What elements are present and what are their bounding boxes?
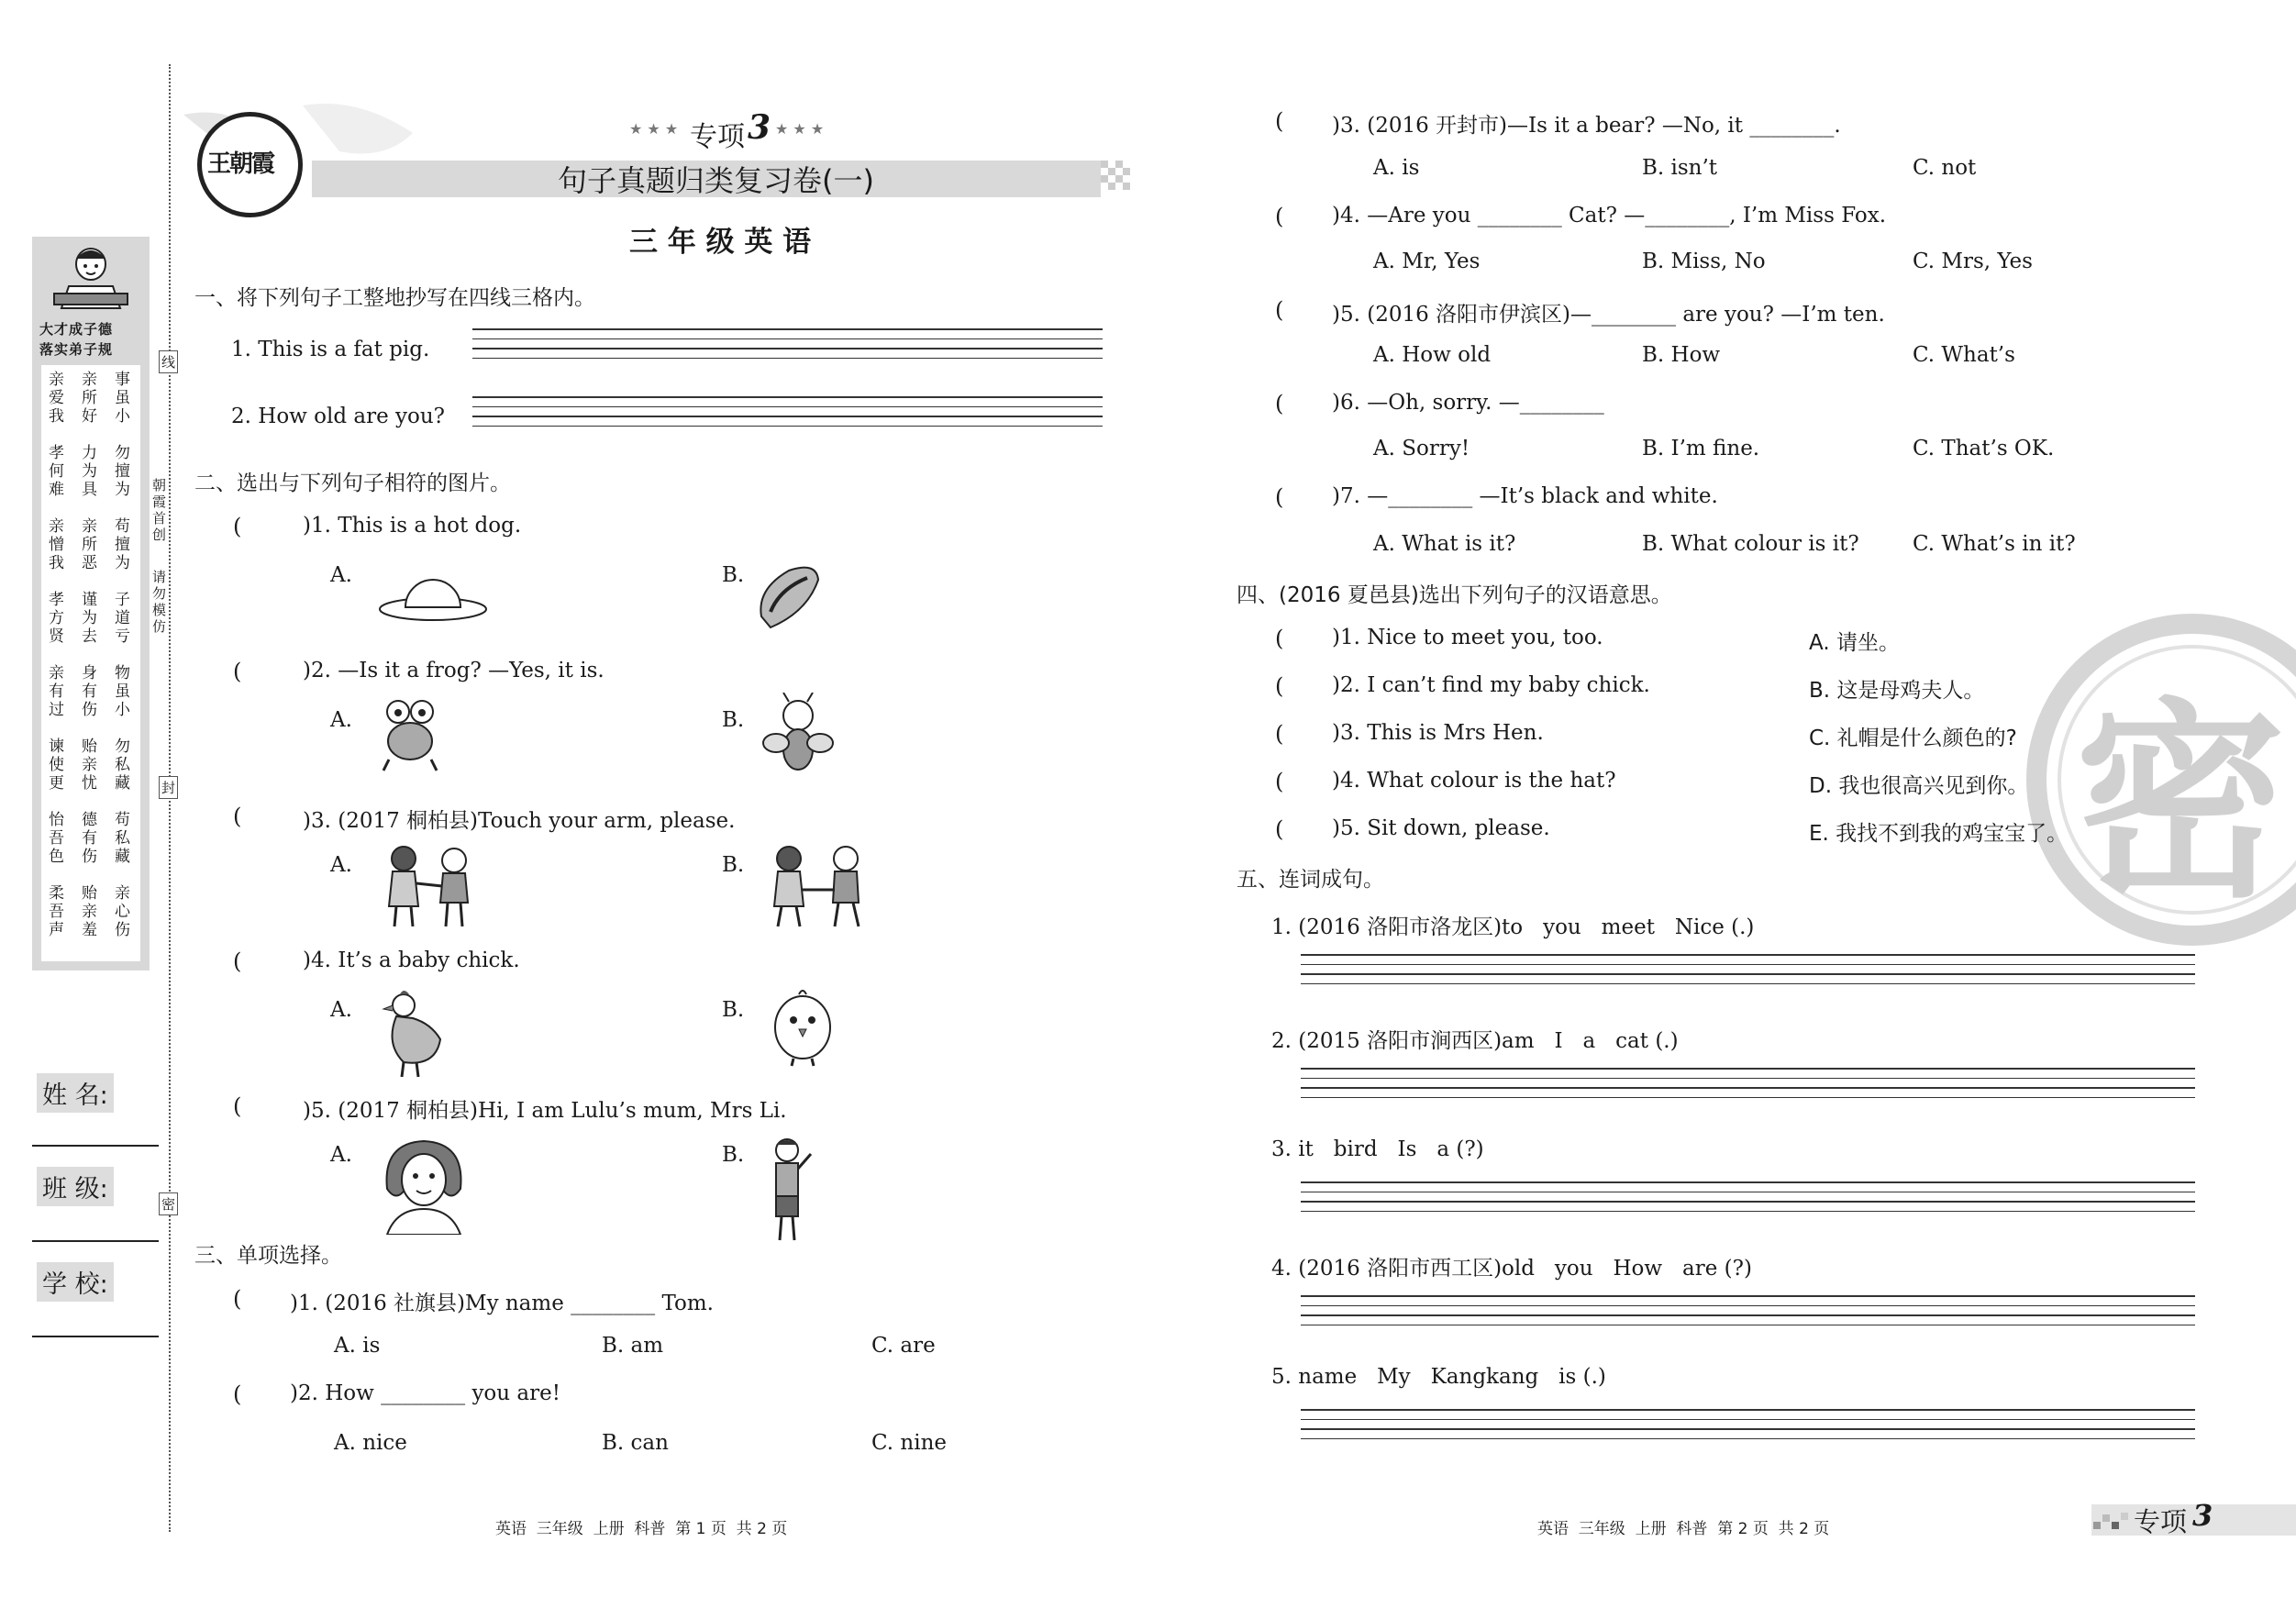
translate-question-4: )4. What colour is the hat? bbox=[1332, 769, 1616, 793]
class-field[interactable] bbox=[32, 1240, 159, 1242]
answer-paren[interactable]: ( bbox=[233, 1093, 242, 1119]
option-b-label: B. bbox=[722, 853, 745, 877]
choice-5-option-a[interactable]: A. How old bbox=[1373, 343, 1492, 367]
poem-column: 力为具 bbox=[82, 444, 97, 499]
vertical-note-1: 朝霞首创 bbox=[152, 477, 167, 543]
option-a-label: A. bbox=[330, 1143, 352, 1167]
poem-column: 贻亲羞 bbox=[82, 884, 97, 939]
kids-touch-arm-icon[interactable] bbox=[376, 842, 482, 929]
topic-label: 专项 bbox=[690, 121, 745, 153]
boy-reading-icon bbox=[49, 242, 133, 316]
poem-column: 贻亲忧 bbox=[82, 738, 97, 793]
choice-2-option-b[interactable]: B. can bbox=[602, 1431, 669, 1455]
translate-question-5: )5. Sit down, please. bbox=[1332, 816, 1550, 840]
choice-7-option-c[interactable]: C. What’s in it? bbox=[1913, 532, 2076, 556]
picture-question-3: )3. (2017 桐柏县)Touch your arm, please. bbox=[303, 809, 736, 833]
choice-5-option-c[interactable]: C. What’s bbox=[1913, 343, 2015, 367]
school-field[interactable] bbox=[32, 1336, 159, 1337]
footer-right: 英语 三年级 上册 科普 第 2 页 共 2 页 bbox=[1537, 1520, 1830, 1538]
hen-icon[interactable] bbox=[376, 989, 445, 1081]
bee-icon[interactable] bbox=[761, 693, 835, 780]
writing-lines-4[interactable] bbox=[1301, 1068, 2195, 1106]
poem-column: 勿私藏 bbox=[115, 738, 130, 793]
picture-question-1: )1. This is a hot dog. bbox=[303, 514, 522, 538]
option-b-label: B. bbox=[722, 998, 745, 1022]
choice-question-6: )6. —Oh, sorry. —________ bbox=[1332, 391, 1604, 415]
option-b-label: B. bbox=[722, 708, 745, 732]
word-order-item-3: 3. it bird Is a (?) bbox=[1271, 1137, 1484, 1161]
topic-number: 3 bbox=[748, 108, 771, 147]
poem-column: 身有伤 bbox=[82, 664, 97, 719]
writing-lines-6[interactable] bbox=[1301, 1295, 2195, 1334]
answer-paren[interactable]: ( bbox=[233, 659, 242, 684]
cut-mark-3: 密 bbox=[159, 1192, 178, 1215]
option-a-label: A. bbox=[330, 708, 352, 732]
poem-column: 亲有过 bbox=[49, 664, 64, 719]
kids-holding-hands-icon[interactable] bbox=[761, 842, 876, 929]
choice-question-5: )5. (2016 洛阳市伊滨区)—________ are you? —I’m ten. bbox=[1332, 303, 1885, 327]
name-field[interactable] bbox=[32, 1145, 159, 1147]
choice-question-7: )7. —________ —It’s black and white. bbox=[1332, 484, 1718, 508]
boy-waving-icon[interactable] bbox=[761, 1136, 816, 1246]
choice-2-option-c[interactable]: C. nine bbox=[871, 1431, 947, 1455]
option-b-label: B. bbox=[722, 1143, 745, 1167]
plate-icon[interactable] bbox=[376, 561, 491, 626]
translate-question-1: )1. Nice to meet you, too. bbox=[1332, 626, 1603, 649]
footer-left: 英语 三年级 上册 科普 第 1 页 共 2 页 bbox=[495, 1520, 788, 1538]
vertical-note-2: 请勿模仿 bbox=[152, 569, 167, 635]
poem-column: 亲所好 bbox=[82, 371, 97, 426]
copy-sentence-1: 1. This is a fat pig. bbox=[231, 338, 430, 361]
cut-mark-1: 线 bbox=[159, 350, 178, 373]
translate-question-2: )2. I can’t find my baby chick. bbox=[1332, 673, 1650, 697]
hot-dog-icon[interactable] bbox=[752, 561, 826, 635]
topic-stars-right: ★ ★ ★ bbox=[775, 120, 825, 138]
poem-column: 子道亏 bbox=[115, 591, 130, 646]
translate-option-d: D. 我也很高兴见到你。 bbox=[1809, 774, 2029, 798]
translate-option-e: E. 我找不到我的鸡宝宝了。 bbox=[1809, 822, 2069, 846]
poem-column: 德有伤 bbox=[82, 811, 97, 866]
choice-7-option-a[interactable]: A. What is it? bbox=[1373, 532, 1516, 556]
poem-column: 亲所恶 bbox=[82, 517, 97, 572]
choice-6-option-c[interactable]: C. That’s OK. bbox=[1913, 437, 2055, 460]
writing-lines-3[interactable] bbox=[1301, 954, 2195, 993]
translate-option-b: B. 这是母鸡夫人。 bbox=[1809, 679, 1985, 703]
translate-option-a: A. 请坐。 bbox=[1809, 631, 1900, 655]
poem-column: 谏使更 bbox=[49, 738, 64, 793]
footer-tag-number: 3 bbox=[2192, 1498, 2213, 1533]
poem-column: 亲心伤 bbox=[115, 884, 130, 939]
choice-7-option-b[interactable]: B. What colour is it? bbox=[1642, 532, 1859, 556]
poem-column: 事虽小 bbox=[115, 371, 130, 426]
choice-4-option-a[interactable]: A. Mr, Yes bbox=[1373, 250, 1481, 273]
poem-column: 勿擅为 bbox=[115, 444, 130, 499]
copy-sentence-2: 2. How old are you? bbox=[231, 405, 446, 428]
poem-column: 物虽小 bbox=[115, 664, 130, 719]
choice-3-option-a[interactable]: A. is bbox=[1373, 156, 1420, 180]
translate-question-3: )3. This is Mrs Hen. bbox=[1332, 721, 1544, 745]
chick-icon[interactable] bbox=[766, 985, 839, 1068]
answer-paren[interactable]: ( bbox=[1275, 204, 1284, 229]
woman-portrait-icon[interactable] bbox=[378, 1134, 470, 1235]
choice-question-1: )1. (2016 社旗县)My name ________ Tom. bbox=[290, 1292, 714, 1315]
answer-paren[interactable]: ( bbox=[1275, 297, 1284, 323]
answer-paren[interactable]: ( bbox=[233, 514, 242, 539]
stamp-character: 密 bbox=[2075, 682, 2287, 926]
answer-paren[interactable]: ( bbox=[1275, 769, 1284, 794]
poem-column: 柔吾声 bbox=[49, 884, 64, 939]
choice-2-option-a[interactable]: A. nice bbox=[334, 1431, 407, 1455]
choice-3-option-b[interactable]: B. isn’t bbox=[1642, 156, 1718, 180]
poem-panel bbox=[41, 365, 140, 961]
poem-column: 亲爱我 bbox=[49, 371, 64, 426]
class-label: 班 级: bbox=[37, 1167, 114, 1206]
writing-lines-7[interactable] bbox=[1301, 1409, 2195, 1447]
picture-question-4: )4. It’s a baby chick. bbox=[303, 948, 520, 972]
answer-paren[interactable]: ( bbox=[233, 948, 242, 974]
answer-paren[interactable]: ( bbox=[1275, 391, 1284, 416]
picture-question-5: )5. (2017 桐柏县)Hi, I am Lulu’s mum, Mrs Li. bbox=[303, 1099, 787, 1123]
choice-question-2: )2. How ________ you are! bbox=[290, 1381, 560, 1405]
section1-heading: 一、将下列句子工整地抄写在四线三格内。 bbox=[194, 286, 595, 310]
section2-heading: 二、选出与下列句子相符的图片。 bbox=[194, 471, 511, 495]
choice-1-option-c[interactable]: C. are bbox=[871, 1334, 936, 1358]
answer-paren[interactable]: ( bbox=[233, 1381, 242, 1407]
answer-paren[interactable]: ( bbox=[1275, 721, 1284, 747]
choice-question-4: )4. —Are you ________ Cat? —________, I’m Miss Fox. bbox=[1332, 204, 1887, 227]
option-a-label: A. bbox=[330, 853, 352, 877]
option-a-label: A. bbox=[330, 998, 352, 1022]
word-order-item-2: 2. (2015 洛阳市涧西区)am I a cat (.) bbox=[1271, 1029, 1679, 1053]
poem-column: 苟私藏 bbox=[115, 811, 130, 866]
page-subtitle: 三 年 级 英 语 bbox=[629, 226, 812, 259]
footer-tag-dots bbox=[2093, 1509, 2130, 1533]
answer-paren[interactable]: ( bbox=[233, 1286, 242, 1312]
picture-question-2: )2. —Is it a frog? —Yes, it is. bbox=[303, 659, 605, 682]
motto-line1: 大才成子德 bbox=[39, 321, 114, 338]
writing-lines-1[interactable] bbox=[472, 328, 1103, 367]
school-label: 学 校: bbox=[37, 1262, 114, 1302]
section4-heading: 四、(2016 夏邑县)选出下列句子的汉语意思。 bbox=[1237, 583, 1672, 607]
answer-paren[interactable]: ( bbox=[1275, 484, 1284, 510]
poem-column: 怡吾色 bbox=[49, 811, 64, 866]
choice-1-option-a[interactable]: A. is bbox=[334, 1334, 381, 1358]
cut-mark-2: 封 bbox=[159, 776, 178, 799]
writing-lines-5[interactable] bbox=[1301, 1181, 2195, 1220]
choice-6-option-a[interactable]: A. Sorry! bbox=[1373, 437, 1470, 460]
answer-paren[interactable]: ( bbox=[1275, 816, 1284, 842]
poem-column: 苟擅为 bbox=[115, 517, 130, 572]
page-title: 句子真题归类复习卷(一) bbox=[558, 163, 874, 198]
topic-stars-left: ★ ★ ★ bbox=[629, 120, 679, 138]
poem-column: 孝何难 bbox=[49, 444, 64, 499]
answer-paren[interactable]: ( bbox=[1275, 673, 1284, 699]
option-b-label: B. bbox=[722, 563, 745, 587]
frog-icon[interactable] bbox=[378, 695, 442, 773]
choice-5-option-b[interactable]: B. How bbox=[1642, 343, 1721, 367]
translate-option-c: C. 礼帽是什么颜色的? bbox=[1809, 726, 2017, 750]
section5-heading: 五、连词成句。 bbox=[1237, 868, 1384, 892]
name-label: 姓 名: bbox=[37, 1073, 114, 1113]
answer-paren[interactable]: ( bbox=[1275, 626, 1284, 651]
answer-paren[interactable]: ( bbox=[1275, 108, 1284, 134]
choice-4-option-b[interactable]: B. Miss, No bbox=[1642, 250, 1766, 273]
choice-4-option-c[interactable]: C. Mrs, Yes bbox=[1913, 250, 2033, 273]
option-a-label: A. bbox=[330, 563, 352, 587]
choice-question-3: )3. (2016 开封市)—Is it a bear? —No, it ________. bbox=[1332, 114, 1841, 138]
choice-6-option-b[interactable]: B. I’m fine. bbox=[1642, 437, 1760, 460]
choice-1-option-b[interactable]: B. am bbox=[602, 1334, 664, 1358]
writing-lines-2[interactable] bbox=[472, 396, 1103, 435]
sidebar-motto-box bbox=[32, 237, 150, 970]
word-order-item-4: 4. (2016 洛阳市西工区)old you How are (?) bbox=[1271, 1257, 1752, 1281]
logo-text: 王朝霞 bbox=[207, 150, 274, 178]
footer-tag: 专项 bbox=[2134, 1506, 2188, 1537]
poem-column: 亲憎我 bbox=[49, 517, 64, 572]
poem-column: 谨为去 bbox=[82, 591, 97, 646]
word-order-item-1: 1. (2016 洛阳市洛龙区)to you meet Nice (.) bbox=[1271, 915, 1755, 939]
answer-paren[interactable]: ( bbox=[233, 804, 242, 829]
poem-column: 孝方贤 bbox=[49, 591, 64, 646]
word-order-item-5: 5. name My Kangkang is (.) bbox=[1271, 1365, 1606, 1389]
choice-3-option-c[interactable]: C. not bbox=[1913, 156, 1977, 180]
motto-line2: 落实弟子规 bbox=[39, 341, 114, 358]
section3-heading: 三、单项选择。 bbox=[194, 1244, 342, 1268]
